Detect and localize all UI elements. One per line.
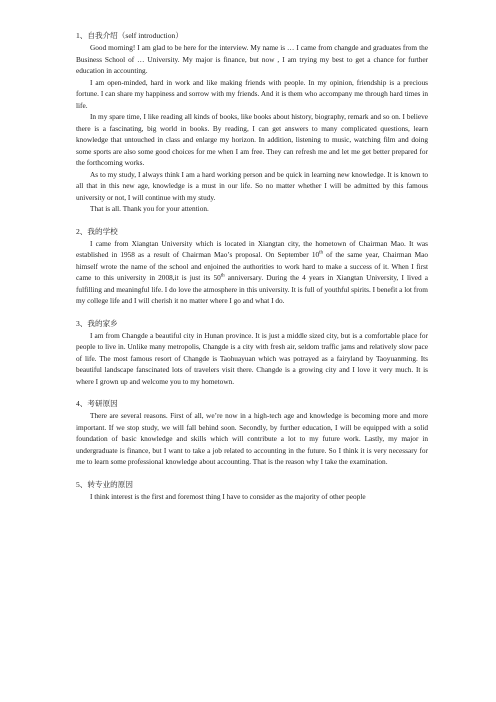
section-3-heading: 3、我的家乡 [76,318,118,328]
section-2-text: of the same year, Chairman Mao himself wrote the name of the school and enjoined the authorities to work hard to make a success of it. When I first came to this university in 2008,it is just its 50 [76,250,428,282]
section-1-paragraph: As to my study, I always think I am a hard working person and be quick in learning new knowledge. It is known to all that in this new age, knowledge is a must in our life. So no matter whether I will be admitted by this famous university or not, I will continue with my study. [76,169,428,202]
section-1-paragraph: That is all. Thank you for your attention. [90,204,209,213]
section-5-paragraph: I think interest is the first and foremost thing I have to consider as the majority of other people [90,491,366,501]
section-1-paragraph: I am open-minded, hard in work and like making friends with people. In my opinion, friendship is a precious fortune. I can share my happiness and sorrow with my friends. And it is them who accompany me through hard times in life. [76,77,428,110]
document-body [76,30,428,502]
ordinal-suffix: th [220,273,225,279]
section-2-text: I came from Xiangtan University which is located in Xiangtan city, the hometown of Chairman Mao. It was established in 1958 as a result of Chairman Mao’s proposal. On September 10 [76,238,428,259]
section-4-heading: 4、考研原因 [76,399,118,408]
section-5-heading: 5、转专业的原因 [76,479,133,489]
section-1-paragraph: Good morning! I am glad to be here for the interview. My name is … I came from changde and graduates from the Business School of … University. My major is finance, but now , I am trying my best to get a chance for further education in accounting. [76,43,428,75]
ordinal-suffix: th [319,250,324,256]
section-2-paragraph [76,238,428,307]
section-2-heading: 2、我的学校 [76,226,118,236]
section-3-paragraph: I am from Changde a beautiful city in Hunan province. It is just a middle sized city, but is a comfortable place for people to live in. Unlike many metropolis, Changde is a city with fresh air, seldom traffic jams and relatively slow pace of life. The most famous resort of Changde is Taohuayuan which was potrayed as a fairyland by Taoyuanming. Its beautiful landscape fanscinated lots of travelers visit there. Changde is a growing city and I love it very much. It is where I grown up and welcome you to my hometown. [76,330,428,386]
section-2-text: anniversary. During the 4 years in Xiangtan University, I lived a fulfilling and meaningful life. I do love the atmosphere in this university. It is full of youthful spirits. I benefit a lot from my college life and I will cherish it no matter where I go and what I do. [76,273,428,305]
section-1-paragraph: In my spare time, I like reading all kinds of books, like books about history, biography, remark and so on. I believe there is a fascinating, big world in books. By reading, I can get answers to many complicated questions, learn knowledge that untouched in class and enlarge my horizon. In addition, listening to music, watching film and doing some sports are also some good choices for me when I am free. They can refresh me and let me get better prepared for the forthcoming works. [76,112,428,167]
section-1-heading: 1、自我介绍（self introduction） [76,31,183,40]
section-4-paragraph: There are several reasons. First of all, we’re now in a high-tech age and knowledge is becoming more and more important. If we stop study, we will fall behind soon. Secondly, by further education, I will be equipped with a solid foundation of basic knowledge and skills which will contribute a lot to my future work. Lastly, my major in undergraduate is finance, but I want to take a job related to accounting in the future. So I think it is very necessary for me to learn some professional knowledge about accounting. That is the reason why I take the examination. [76,411,428,466]
